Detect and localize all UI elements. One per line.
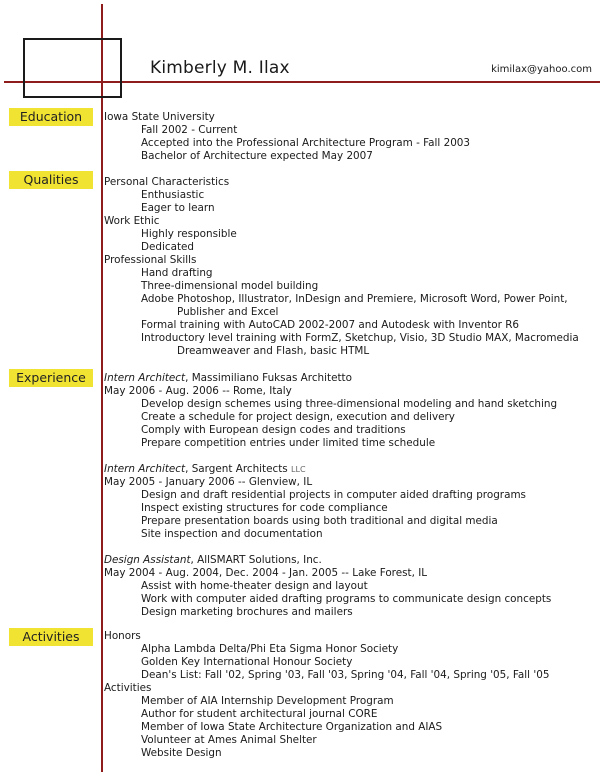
section-label-qualities: Qualities [9,171,93,189]
activity-item: Volunteer at Ames Animal Shelter [141,734,317,746]
personal-item: Enthusiastic [141,189,205,201]
degree: Bachelor of Architecture expected May 2007 [141,150,373,162]
job-title-line [104,554,322,567]
section-label-activities: Activities [9,628,93,646]
vertical-rule [101,4,103,772]
school-dates: Fall 2002 - Current [141,124,238,136]
activities-heading: Activities [104,682,152,694]
job-company: , Massimiliano Fuksas Architetto [185,372,352,384]
job-title-line [104,372,352,385]
skill-item: Formal training with AutoCAD 2002-2007 and Autodesk with Inventor R6 [141,319,520,331]
personal-item: Eager to learn [141,202,215,214]
ethic-heading: Work Ethic [104,215,160,227]
email-address: kimilax@yahoo.com [491,64,592,75]
ethic-item: Highly responsible [141,228,237,240]
job-duty: Inspect existing structures for code compliance [141,502,388,514]
job-company: , AllSMART Solutions, Inc. [190,554,322,566]
job-title-line [104,463,306,476]
skill-item: Hand drafting [141,267,213,279]
skill-item-continued: Publisher and Excel [177,306,279,318]
resume-name: Kimberly M. Ilax [150,58,290,78]
skill-item: Adobe Photoshop, Illustrator, InDesign and Premiere, Microsoft Word, Power Point, [141,293,568,305]
job-title: Intern Architect [104,372,186,384]
job-duty: Prepare presentation boards using both traditional and digital media [141,515,498,527]
job-company-suffix: LLC [291,465,306,474]
job-duty: Work with computer aided drafting programs to communicate design concepts [141,593,552,605]
skill-item-continued: Dreamweaver and Flash, basic HTML [177,345,370,357]
honor-item: Dean's List: Fall '02, Spring '03, Fall '03, Spring '04, Fall '04, Spring '05, Fall '05 [141,669,550,681]
section-label-education: Education [9,108,93,126]
personal-heading: Personal Characteristics [104,176,230,188]
activity-item: Website Design [141,747,222,759]
job-duty: Design and draft residential projects in computer aided drafting programs [141,489,526,501]
activity-item: Member of AIA Internship Development Program [141,695,394,707]
skill-item: Three-dimensional model building [141,280,319,292]
job-duty: Develop design schemes using three-dimensional modeling and hand sketching [141,398,558,410]
job-duty: Site inspection and documentation [141,528,323,540]
activity-item: Member of Iowa State Architecture Organization and AIAS [141,721,443,733]
ethic-item: Dedicated [141,241,195,253]
honors-heading: Honors [104,630,141,642]
activity-item: Author for student architectural journal CORE [141,708,378,720]
job-duty: Comply with European design codes and traditions [141,424,406,436]
job-duty: Design marketing brochures and mailers [141,606,353,618]
job-dates: May 2004 - Aug. 2004, Dec. 2004 - Jan. 2005 -- Lake Forest, IL [104,567,428,579]
job-dates: May 2005 - January 2006 -- Glenview, IL [104,476,313,488]
job-duty: Create a schedule for project design, execution and delivery [141,411,455,423]
job-title: Design Assistant [104,554,191,566]
job-dates: May 2006 - Aug. 2006 -- Rome, Italy [104,385,292,397]
job-duty: Prepare competition entries under limited time schedule [141,437,436,449]
honor-item: Golden Key International Honour Society [141,656,353,668]
job-duty: Assist with home-theater design and layout [141,580,368,592]
school-name: Iowa State University [104,111,215,123]
program-acceptance: Accepted into the Professional Architecture Program - Fall 2003 [141,137,471,149]
skill-item: Introductory level training with FormZ, Sketchup, Visio, 3D Studio MAX, Macromedia [141,332,579,344]
section-label-experience: Experience [9,369,93,387]
honor-item: Alpha Lambda Delta/Phi Eta Sigma Honor Society [141,643,399,655]
header-box [23,38,122,98]
job-title: Intern Architect [104,463,186,475]
skills-heading: Professional Skills [104,254,197,266]
job-company: , Sargent Architects [185,463,288,475]
